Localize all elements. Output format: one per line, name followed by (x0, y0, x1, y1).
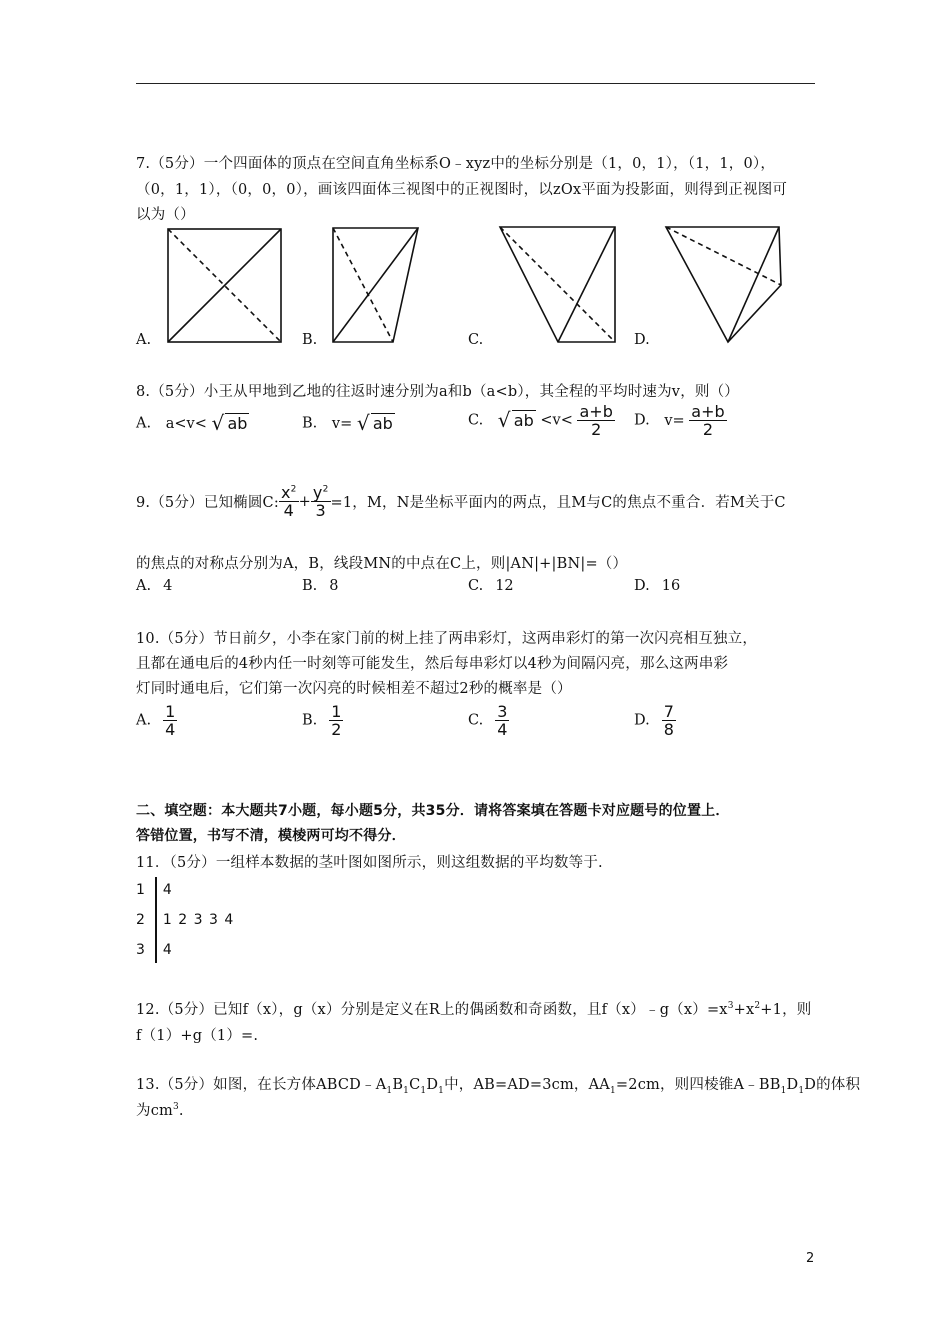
q7-figures (0, 0, 950, 360)
q9-y-fraction (311, 484, 331, 519)
q13-line1: 13.（5分）如图，在长方体$ABCD﹣A_1B_1C_1D_1$中，AB=AD=3cm，$AA_1=2cm$，则四棱锥$A﹣BB_1D_1D$的体积 (136, 1077, 861, 1096)
q10-option-b: B. $\frac{1}{2}$ (302, 702, 342, 739)
section2-title-line2: 答错位置，书写不清，模棱两可均不得分． (136, 828, 406, 844)
q8-d-text: v= (664, 412, 685, 429)
q7-line3: 以为（） (136, 207, 195, 223)
q10-line1: 10.（5分）节日前夕，小李在家门前的树上挂了两串彩灯，这两串彩灯的第一次闪亮相互独立， (136, 631, 758, 647)
q8-c-numerator: a+b (579, 402, 613, 421)
q8-option-b (302, 411, 395, 435)
q9-x-num: x (280, 483, 291, 502)
q8-a-label: A. (136, 415, 152, 432)
q7-option-d-label: D. (634, 332, 650, 348)
q8-stem: 8.（5分）小王从甲地到乙地的往返时速分别为a和b（a<b），其全程的平均时速为v，则（） (136, 384, 740, 400)
q8-c-radicand: ab (513, 411, 534, 430)
q9-y-den: 3 (315, 501, 326, 520)
q9-option-a: A. 4 (136, 578, 173, 594)
q11-row-2: 2 1 2 3 3 4 (136, 912, 234, 928)
q8-b-radicand: ab (372, 414, 393, 433)
q11-stem: 11．（5分）一组样本数据的茎叶图如图所示，则这组数据的平均数等于. (136, 855, 603, 871)
q7-figure-a (168, 229, 281, 342)
q8-b-sqrt: √ ab (356, 411, 393, 435)
q7-figure-c (500, 227, 615, 342)
q10-option-d: D. $\frac{7}{8}$ (634, 702, 674, 739)
q10-line3: 灯同时通电后，它们第一次闪亮的时候相差不超过2秒的概率是（） (136, 681, 572, 697)
q7-figure-b (333, 228, 418, 342)
q9-y-num: y (312, 483, 323, 502)
q8-d-fraction (689, 403, 726, 438)
q9-post: =1，M，N是坐标平面内的两点，且M与C的焦点不重合．若M关于C (330, 495, 786, 511)
q8-option-d (634, 403, 727, 438)
q8-option-c (468, 403, 615, 438)
q8-c-denominator: 2 (591, 420, 602, 439)
q12-line2: f（1）+g（1）=. (136, 1028, 259, 1044)
q8-c-fraction (577, 403, 614, 438)
q8-a-radicand: ab (227, 414, 248, 433)
q10-option-a: A. $\frac{1}{4}$ (136, 702, 176, 739)
q9-option-c: C. 12 (468, 578, 514, 594)
q9-pre: 9.（5分）已知椭圆C: (136, 495, 279, 511)
q9-option-b: B. 8 (302, 578, 339, 594)
q8-c-label: C. (468, 412, 484, 429)
page-number: 2 (806, 1251, 815, 1266)
q8-b-text: v= (331, 415, 353, 432)
q12-line1: 12.（5分）已知f（x），g（x）分别是定义在R上的偶函数和奇函数，且$f(x)﹣g(x)=x^3+x^2+1$，则 (136, 1001, 812, 1018)
q7-option-c-label: C. (468, 332, 484, 348)
q11-row-1: 1 4 (136, 882, 172, 898)
q8-b-label: B. (302, 415, 318, 432)
q9-x-den: 4 (283, 501, 294, 520)
q11-row-3: 3 4 (136, 942, 172, 958)
q10-line2: 且都在通电后的4秒内任一时刻等可能发生，然后每串彩灯以4秒为间隔闪亮，那么这两串彩 (136, 656, 729, 672)
q8-c-text: <v< (540, 412, 573, 429)
q9-x-fraction (279, 484, 299, 519)
q7-option-b-label: B. (302, 332, 318, 348)
q7-figure-d (666, 227, 781, 342)
q9-line1 (136, 484, 786, 519)
q8-c-sqrt: √ ab (497, 408, 534, 432)
q9-plus: + (298, 493, 311, 510)
q8-d-label: D. (634, 412, 650, 429)
q9-y-exp: 2 (322, 484, 329, 495)
section2-title-line1: 二、填空题：本大题共7小题，每小题5分，共35分．请将答案填在答题卡对应题号的位置上． (136, 803, 730, 819)
q8-a-sqrt: √ ab (211, 411, 248, 435)
q8-option-a (136, 411, 249, 435)
q8-d-numerator: a+b (691, 402, 725, 421)
q7-option-a-label: A. (136, 332, 152, 348)
q9-x-exp: 2 (290, 484, 297, 495)
q13-line2: 为$cm^3$. (136, 1102, 184, 1119)
q7-line2: （0，1，1），（0，0，0），画该四面体三视图中的正视图时，以zOx平面为投影面，则得到正视图可 (136, 182, 788, 198)
q7-line1: 7.（5分）一个四面体的顶点在空间直角坐标系O﹣xyz中的坐标分别是（1，0，1），（1，1，0）， (136, 156, 776, 172)
q10-option-c: C. $\frac{3}{4}$ (468, 702, 508, 739)
q8-d-denominator: 2 (702, 420, 714, 439)
q8-a-text: a<v< (165, 415, 207, 432)
q9-line2: 的焦点的对称点分别为A，B，线段MN的中点在C上，则|AN|+|BN|=（） (136, 556, 628, 572)
q9-option-d: D. 16 (634, 578, 681, 594)
